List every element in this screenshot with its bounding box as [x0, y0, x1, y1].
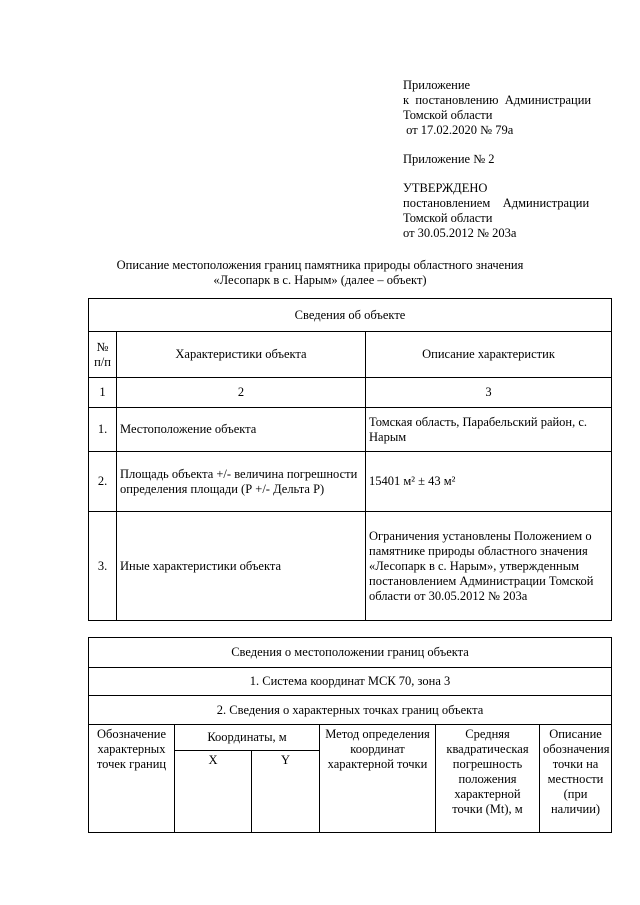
approved-by-label: постановлением Администрации [403, 196, 590, 210]
index-cell: 2 [117, 378, 366, 408]
points-title-row: 2. Сведения о характерных точках границ объекта [89, 696, 612, 725]
row-characteristic: Площадь объекта +/- величина погрешности определения площади (Р +/- Дельта Р) [117, 452, 366, 512]
table-row [89, 408, 612, 452]
index-cell: 3 [366, 378, 612, 408]
doc-title-line2: «Лесопарк в с. Нарым» (далее – объект) [213, 273, 427, 287]
to-resolution-label: к постановлению Администрации [403, 93, 592, 107]
col-error-header: Средняя квадратическая погрешность положения характерной точки (Mt), м [436, 725, 540, 833]
col-desc-header: Описание характеристик [366, 332, 612, 378]
object-info-caption: Сведения об объекте [89, 299, 612, 332]
table-row [89, 452, 612, 512]
boundary-info-table [88, 637, 612, 833]
col-description-header: Описание обозначения точки на местности (при наличии) [540, 725, 612, 833]
appendix-label: Приложение [403, 78, 471, 92]
row-description: Томская область, Парабельский район, с. Нарым [366, 408, 612, 452]
row-description: Ограничения установлены Положением о памятнике природы областного значения «Лесопарк в с. Нарым», утвержденным постановлением Администрации Томской области от 30.05.2012 № 203а [366, 512, 612, 621]
approved-date: от 30.05.2012 № 203а [403, 226, 517, 240]
row-number: 1. [89, 408, 117, 452]
col-num-header: № п/п [89, 332, 117, 378]
region-label: Томской области [403, 108, 493, 122]
resolution-date: от 17.02.2020 № 79а [403, 123, 514, 137]
col-designation-header: Обозначение характерных точек границ [89, 725, 175, 833]
table-row [89, 512, 612, 621]
col-coords-header: Координаты, м [175, 725, 320, 751]
coordinate-system-row: 1. Система координат МСК 70, зона 3 [89, 668, 612, 696]
appendix-number: Приложение № 2 [403, 152, 495, 166]
row-number: 3. [89, 512, 117, 621]
object-info-table [88, 298, 612, 621]
row-number: 2. [89, 452, 117, 512]
row-characteristic: Иные характеристики объекта [117, 512, 366, 621]
approved-label: УТВЕРЖДЕНО [403, 181, 488, 195]
row-characteristic: Местоположение объекта [117, 408, 366, 452]
boundary-info-caption: Сведения о местоположении границ объекта [89, 638, 612, 668]
doc-title-line1: Описание местоположения границ памятника природы областного значения [116, 258, 524, 272]
row-description: 15401 м² ± 43 м² [366, 452, 612, 512]
col-char-header: Характеристики объекта [117, 332, 366, 378]
col-y-header: Y [252, 751, 320, 833]
index-cell: 1 [89, 378, 117, 408]
approved-region-label: Томской области [403, 211, 493, 225]
col-x-header: X [175, 751, 252, 833]
col-method-header: Метод определения координат характерной точки [320, 725, 436, 833]
